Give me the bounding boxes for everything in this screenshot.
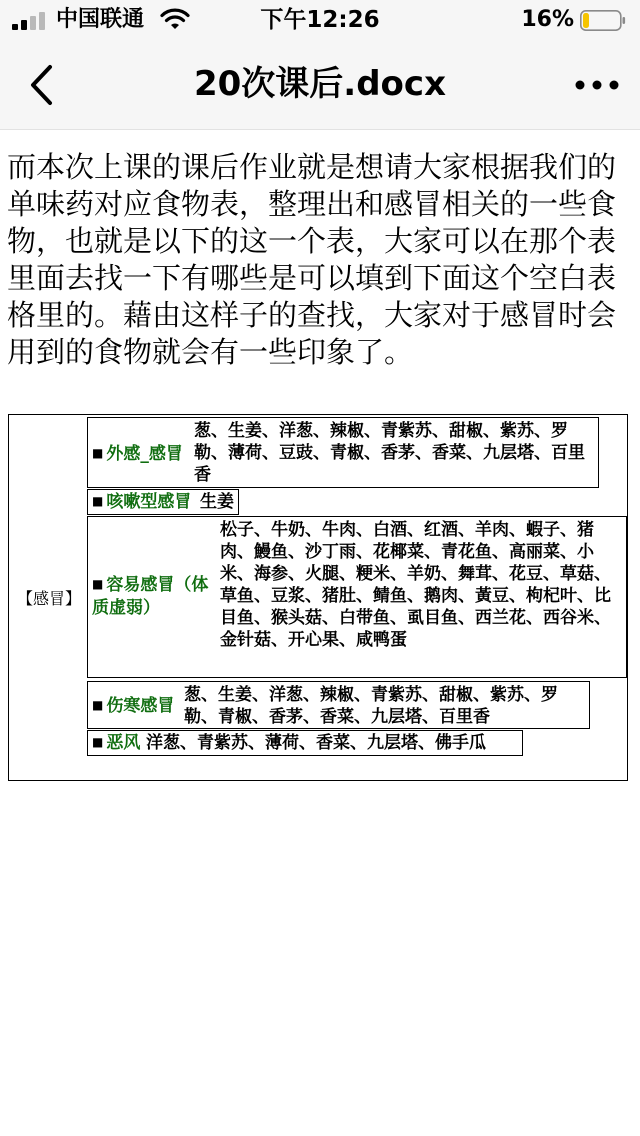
status-time: 下午12:26 (260, 7, 380, 33)
category-foods: 葱、生姜、洋葱、辣椒、青紫苏、甜椒、紫苏、罗勒、青椒、香茅、香菜、九层塔、百里香 (184, 685, 558, 727)
category-row (87, 730, 523, 756)
battery-percent: 16% (521, 7, 574, 32)
cold-food-table (8, 414, 628, 781)
document-view[interactable] (0, 131, 640, 1136)
bullet-icon: ■ (92, 577, 104, 591)
back-chevron-icon[interactable] (22, 60, 66, 110)
navigation-bar (0, 40, 640, 130)
category-foods: 松子、牛奶、牛肉、白酒、红酒、羊肉、蝦子、猪肉、鰻鱼、沙丁雨、花椰菜、青花鱼、高丽菜、小米、海参、火腿、粳米、羊奶、舞茸、花豆、草菇、草鱼、豆浆、猪肚、鲭鱼、鹅肉、黃豆、枸杞叶、比目鱼、猴头菇、白带鱼、虱目鱼、西兰花、西谷米、金针菇、开心果、咸鸭蛋 (220, 520, 611, 650)
carrier-name: 中国联通 (56, 7, 145, 32)
category-name: ■ 恶风 (92, 733, 141, 753)
category-foods: 葱、生姜、洋葱、辣椒、青紫苏、甜椒、紫苏、罗勒、薄荷、豆豉、青椒、香茅、香菜、九层塔、百里香 (194, 421, 585, 485)
intro-paragraph: 而本次上课的课后作业就是想请大家根据我们的单味药对应食物表，整理出和感冒相关的一些食物，也就是以下的这一个表，大家可以在那个表里面去找一下有哪些是可以填到下面这个空白表格里的。藉由这样子的查找，大家对于感冒时会用到的食物就会有一些印象了。 (7, 150, 617, 369)
status-bar (0, 0, 640, 40)
category-name: ■ 咳嗽型感冒 (92, 492, 192, 512)
document-title: 20次课后.docx (193, 64, 446, 104)
bullet-icon: ■ (92, 446, 104, 460)
table-root-label: 【感冒】 (16, 589, 81, 608)
category-row (87, 516, 627, 678)
category-foods: 生姜 (200, 492, 234, 512)
category-name: ■ 伤寒感冒 (92, 696, 175, 716)
bullet-icon: ■ (92, 494, 104, 508)
battery-icon (580, 10, 626, 31)
bullet-icon: ■ (92, 735, 104, 749)
category-foods: 洋葱、青紫苏、薄荷、香菜、九层塔、佛手瓜 (146, 733, 486, 753)
category-row (87, 489, 239, 515)
category-name: ■ 容易感冒（体质虚弱） (92, 575, 209, 618)
category-row (87, 417, 599, 488)
category-row (87, 681, 590, 729)
more-dots-icon[interactable] (572, 70, 622, 100)
bullet-icon: ■ (92, 698, 104, 712)
category-name: ■ 外感_感冒 (92, 444, 183, 464)
